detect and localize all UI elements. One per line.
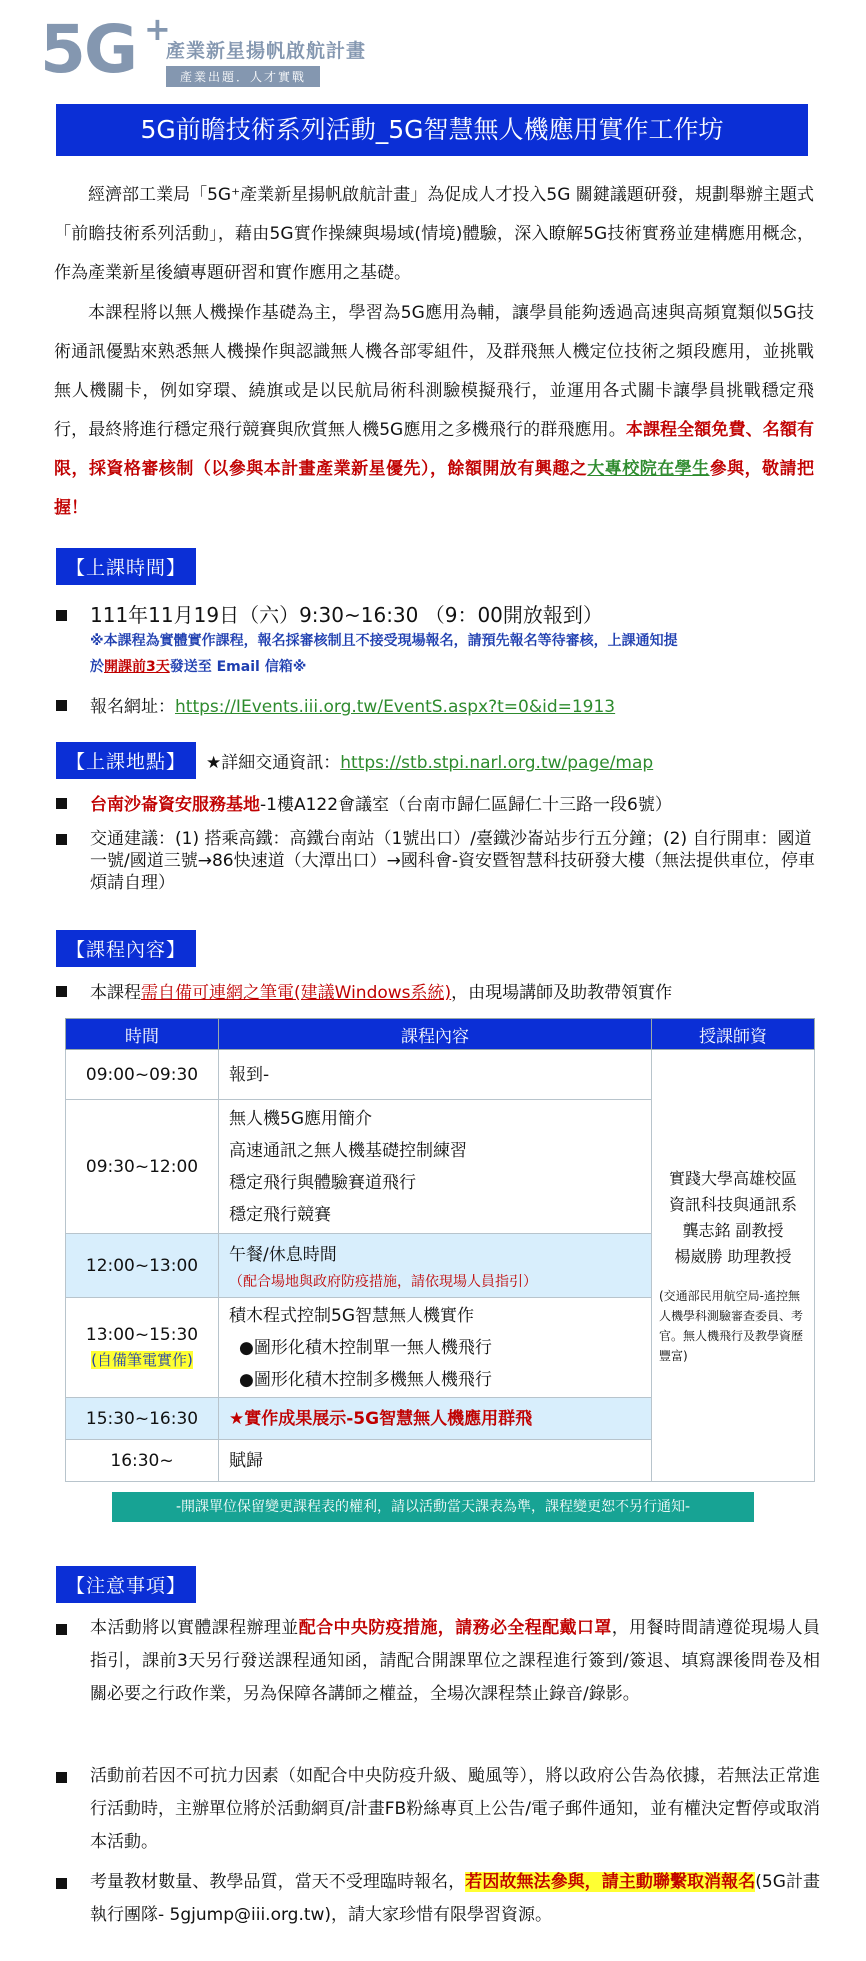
schedule-header-row — [66, 1019, 815, 1050]
content-line: 賦歸 — [229, 1450, 263, 1471]
registration-url-line — [90, 694, 816, 720]
row-time: 16:30~ — [66, 1440, 219, 1482]
traffic-info-label: ★詳細交通資訊： — [206, 753, 341, 773]
bullet-square-icon — [56, 610, 67, 621]
bullet-square-icon — [56, 700, 67, 711]
note-highlight: 開課前3天 — [104, 659, 170, 675]
date-item — [56, 602, 816, 680]
bullet-square-icon — [56, 1878, 67, 1889]
row-content — [219, 1234, 652, 1298]
course-date: 111年11月19日（六）9:30~16:30 （9：00開放報到） — [90, 603, 603, 627]
intro-p2-text: 本課程將以無人機操作基礎為主，學習為5G應用為輔，讓學員能夠透過高速與高頻寬類似5G技術通訊優點來熟悉無人機操作與認識無人機各部零組件，及群飛無人機定位技術之頻段應用，並挑戰無人機關卡，例如穿環、繞旗或是以民航局術科測驗模擬飛行，並運用各式關卡讓學員挑戰穩定飛行，最終將進行穩定飛行競賽與欣賞無人機5G應用之多機飛行的群飛應用。 — [54, 303, 814, 440]
notice-text-2: 活動前若因不可抗力因素（如配合中央防疫升級、颱風等），將以政府公告為依據，若無法正常進行活動時，主辦單位將於活動網頁/計畫FB粉絲專頁上公告/電子郵件通知，並有權決定暫停或取消本活動。 — [90, 1766, 820, 1852]
bullet-square-icon — [56, 1624, 67, 1635]
course-intro-item — [56, 980, 816, 1006]
teacher-name-1: 龔志銘 副教授 — [682, 1220, 784, 1240]
content-line: ●圖形化積木控制單一無人機飛行 — [239, 1337, 492, 1358]
schedule-change-notice: -開課單位保留變更課程表的權利，請以活動當天課表為準，課程變更恕不另行通知- — [112, 1492, 754, 1522]
teacher-cell — [652, 1050, 815, 1482]
teacher-department: 資訊科技與通訊系 — [668, 1194, 797, 1214]
college-students-text: 大專校院在學生 — [587, 459, 710, 479]
section-header-course: 【課程內容】 — [56, 930, 196, 967]
notice-1-rest: ，用餐時間請遵從現場人員指引，課前3天另行發送課程通知函，請配合開課單位之課程進行簽到/簽退、填寫課後問卷及相關必要之行政作業，另為保障各講師之權益，全場次課程禁止錄音/錄影。 — [90, 1618, 821, 1704]
row-content — [219, 1398, 652, 1440]
contact-email-text: (5G計畫執行團隊- 5gjump@iii.org.tw)，請大家珍惜有限學習資源。 — [90, 1872, 821, 1925]
row-content — [219, 1440, 652, 1482]
content-line: 報到- — [229, 1064, 270, 1085]
content-line: 午餐/休息時間 — [229, 1244, 337, 1265]
venue-item — [56, 792, 816, 818]
schedule-header-content: 課程內容 — [219, 1019, 652, 1050]
lunch-note: （配合場地與政府防疫措施，請依現場人員指引） — [229, 1273, 537, 1290]
row-content — [219, 1100, 652, 1234]
registration-url-item — [56, 694, 816, 720]
schedule-table — [65, 1018, 815, 1482]
content-line: 穩定飛行競賽 — [229, 1204, 331, 1225]
notice-1-prefix: 本活動將以實體課程辦理並 — [90, 1618, 299, 1638]
venue-address: -1樓A122會議室（台南市歸仁區歸仁十三路一段6號） — [260, 795, 672, 815]
row-time: 12:00~13:00 — [66, 1234, 219, 1298]
content-line: ★實作成果展示-5G智慧無人機應用群飛 — [229, 1408, 533, 1429]
enroll-prompt: 參與，敬請把握！ — [54, 459, 815, 518]
content-line: 積木程式控制5G智慧無人機實作 — [229, 1305, 474, 1326]
registration-note-line1: ※本課程為實體實作課程，報名採審核制且不接受現場報名，請預先報名等待審核，上課通知提 — [90, 633, 678, 649]
teacher-name-2: 楊崴勝 助理教授 — [674, 1246, 792, 1266]
section-header-notice: 【注意事項】 — [56, 1566, 196, 1603]
section-header-location: 【上課地點】 — [56, 742, 196, 779]
transport-advice: 交通建議：(1) 搭乘高鐵：高鐵台南站（1號出口）/臺鐵沙崙站步行五分鐘；(2) 自行開車：國道一號/國道三號→86快速道（大潭出口）→國科會-資安暨智慧科技研發大樓（無法提供車位，停車煩請自理） — [90, 829, 815, 893]
logo-slogan: 產業出題．人才實戰 — [166, 66, 320, 87]
notice-item-2 — [56, 1760, 820, 1859]
row-time-text: 13:00~15:30 — [85, 1325, 199, 1345]
notice-item-3 — [56, 1866, 820, 1932]
row-content — [219, 1298, 652, 1398]
note-prefix: 於 — [90, 659, 104, 675]
row-time — [66, 1298, 219, 1398]
transport-item — [56, 828, 816, 894]
course-intro-suffix: ，由現場講師及助教帶領實作 — [451, 983, 673, 1003]
bullet-square-icon — [56, 834, 67, 845]
cancel-registration-notice: 若因故無法參與，請主動聯繫取消報名 — [465, 1872, 756, 1892]
content-line: ●圖形化積木控制多機無人機飛行 — [239, 1369, 492, 1390]
section-header-time: 【上課時間】 — [56, 548, 196, 585]
teacher-credentials-note: (交通部民用航空局-遙控無人機學科測驗審查委員、考官。無人機飛行及教學資歷豐富) — [659, 1288, 804, 1363]
registration-note-line2 — [90, 654, 816, 680]
bring-laptop-badge: (自備筆電實作) — [91, 1351, 193, 1369]
registration-link[interactable]: https://IEvents.iii.org.tw/EventS.aspx?t=0&id=1913 — [175, 697, 616, 717]
schedule-header-time: 時間 — [66, 1019, 219, 1050]
traffic-info-line — [206, 748, 653, 773]
content-line: 穩定飛行與體驗賽道飛行 — [229, 1172, 416, 1193]
row-time: 09:30~12:00 — [66, 1100, 219, 1234]
notice-text-1 — [90, 1612, 820, 1711]
teacher-school: 實踐大學高雄校區 — [668, 1168, 797, 1188]
registration-url-label: 報名網址： — [90, 697, 175, 717]
notice-3-prefix: 考量教材數量、教學品質，當天不受理臨時報名， — [90, 1872, 466, 1892]
page-title: 5G前瞻技術系列活動_5G智慧無人機應用實作工作坊 — [56, 104, 808, 156]
venue-name: 台南沙崙資安服務基地 — [90, 795, 260, 815]
mask-requirement: 配合中央防疫措施，請務必全程配戴口罩 — [298, 1618, 612, 1638]
row-time: 09:00~09:30 — [66, 1050, 219, 1100]
traffic-info-link[interactable]: https://stb.stpi.narl.org.tw/page/map — [340, 753, 654, 773]
content-line: 高速通訊之無人機基礎控制練習 — [229, 1140, 467, 1161]
logo-5g-text: 5G — [40, 11, 137, 88]
notice-text-3 — [90, 1866, 820, 1932]
registration-note — [90, 628, 816, 680]
logo-program-name: 產業新星揚帆啟航計畫 — [166, 40, 367, 62]
bullet-square-icon — [56, 798, 67, 809]
bullet-square-icon — [56, 1772, 67, 1783]
notice-item-1 — [56, 1612, 820, 1711]
content-line: 無人機5G應用簡介 — [229, 1108, 372, 1129]
bullet-square-icon — [56, 986, 67, 997]
table-row — [66, 1050, 815, 1100]
row-time: 15:30~16:30 — [66, 1398, 219, 1440]
logo-plus: + — [144, 10, 171, 48]
intro-paragraph-1: 經濟部工業局「5G⁺產業新星揚帆啟航計畫」為促成人才投入5G 關鍵議題研發，規劃舉辦主題式「前瞻技術系列活動」，藉由5G實作操練與場域(情境)體驗，深入瞭解5G技術實務並建構應用概念，作為產業新星後續專題研習和實作應用之基礎。 — [54, 185, 814, 283]
course-intro-prefix: 本課程 — [90, 983, 141, 1003]
free-course-notice: 本課程全額免費、名額有限，採資格審核制（以參與本計畫產業新星優先），餘額開放有興趣之 — [54, 420, 814, 479]
laptop-requirement: 需自備可連網之筆電(建議Windows系統) — [141, 983, 452, 1003]
row-content — [219, 1050, 652, 1100]
note-suffix: 發送至 Email 信箱※ — [169, 659, 307, 675]
course-intro-line — [90, 980, 816, 1006]
program-logo — [40, 10, 400, 94]
schedule-header-teacher: 授課師資 — [652, 1019, 815, 1050]
intro-paragraph-2 — [54, 294, 814, 528]
venue-line — [90, 792, 816, 818]
